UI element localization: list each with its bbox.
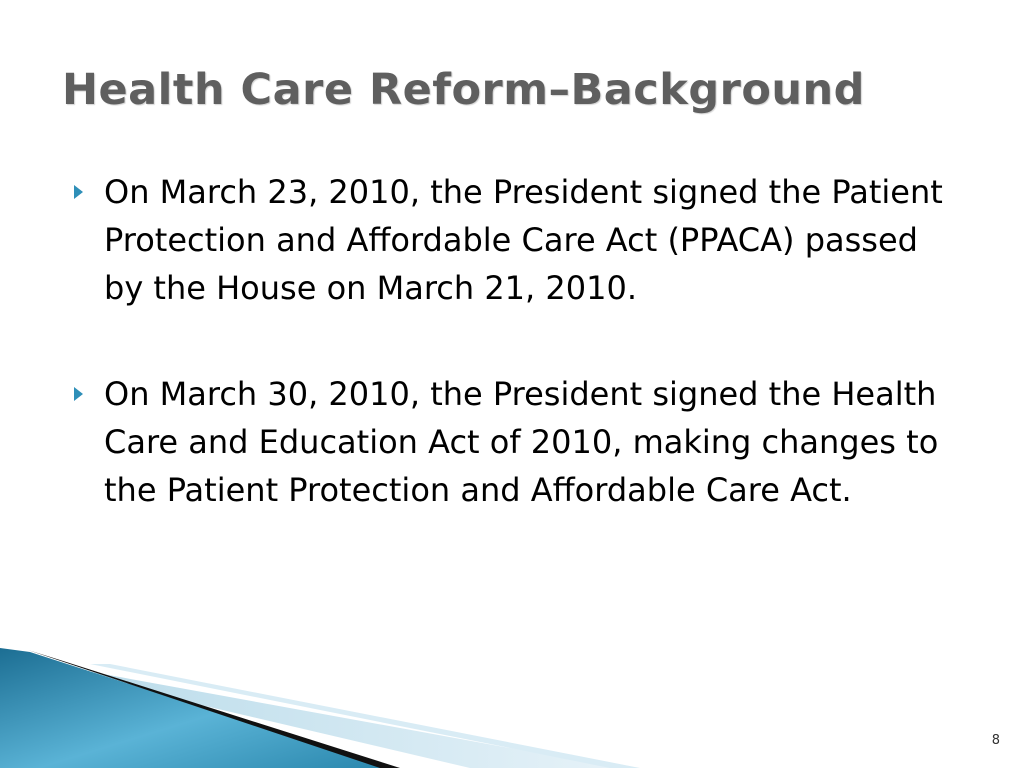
slide-title: Health Care Reform–Background (62, 65, 865, 115)
page-number: 8 (991, 733, 1000, 748)
triangle-bullet-icon (74, 387, 83, 401)
bullet-text: On March 30, 2010, the President signed the Health Care and Education Act of 2010, making changes to the Patient Protection and Affordable Care Act. (104, 375, 939, 509)
bullet-item (74, 168, 954, 312)
bullet-list (74, 168, 954, 514)
bullet-text: On March 23, 2010, the President signed the Patient Protection and Affordable Care Act (PPACA) passed by the House on March 21, 2010. (104, 173, 943, 307)
bullet-item (74, 370, 954, 514)
triangle-bullet-icon (74, 185, 83, 199)
